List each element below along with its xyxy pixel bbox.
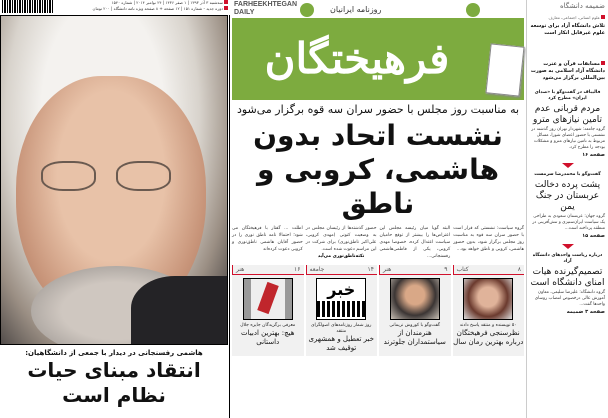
card-title: هنرمندان از سیاستمداران جلوترند <box>383 329 446 346</box>
card-section: جامعه <box>309 266 325 273</box>
supplement-item[interactable]: تلاش دانشگاه آزاد برای توسعه علوم غیرقابل انکار است <box>530 23 605 36</box>
story-headline[interactable]: پشت پرده دخالت عربستان در جنگ یمن <box>534 180 601 212</box>
teaser-card[interactable]: ۹ هنر گفت‌وگو با کوروش نریمانی هنرمندان از سیاستمداران جلوترند <box>379 265 451 356</box>
lead-column: گروه سیاست: نشستی که قرار است با حضور سران سه قوه به مناسبت روز مجلس برگزار شود، بدون حضور هاشمی، کروبی و ناطق خواهد بود... <box>453 226 524 252</box>
page-ref[interactable]: صفحه ۳ ضمیمه <box>566 309 605 315</box>
photo-headline[interactable]: انتقاد مبنای حیات نظام است <box>27 358 201 407</box>
card-section: هنر <box>383 266 392 273</box>
page-ref[interactable]: صفحه ۱۵ <box>582 233 605 239</box>
lead-photo <box>0 15 228 345</box>
supplement-thumbnail[interactable] <box>485 43 524 96</box>
lead-column: اطلت ... گفتار با فرهیختگان می‌ شود؛ احتمالا نامه ناطق نوری را در حضور آقایان هاشمی ناطق‌نوری و کروبی دعوت کرده‌اند <box>232 226 303 252</box>
teaser-card[interactable]: ۱۴ جامعه خبر روز شمار روزنامه‌های اصولگرای منتقد خبر تعطیل و همشهری توقیف شد <box>306 265 378 356</box>
arrow-down-icon <box>562 244 574 249</box>
masthead-logo: فرهیختگان <box>264 34 450 83</box>
card-title: هیچ: بهترین ادبیات داستانی <box>241 329 295 346</box>
left-column <box>0 0 229 408</box>
story-headline[interactable]: مردم قربانی عدم تامین نیازهای مترو <box>532 104 603 125</box>
photo-kicker: هاشمی رفسنجانی در دیدار با جمعی از دانشگاهیان: <box>25 349 203 357</box>
issue-number: دوره جدید - شماره ۱۵۱ | ۱۲ صفحه + ۸ صفحه ویژه نامه دانشگاه | ۲۰۰ تومان <box>92 6 223 11</box>
card-section: هنر <box>236 266 245 273</box>
column-subhead: نکته‌ناطق‌نوری می‌آید <box>317 254 365 259</box>
card-title: نظرسنجی فرهیختگان درباره بهترین رمان سال <box>453 329 524 346</box>
page-ref[interactable]: صفحه ۱۶ <box>582 152 605 158</box>
lead-section <box>232 103 524 356</box>
masthead-subtitle: روزنامه ایرانیان <box>330 5 382 14</box>
teaser-card[interactable]: ۸ کتاب ۵۰ نویسنده و منتقد پاسخ دادند نظرسنجی فرهیختگان درباره بهترین رمان سال <box>453 265 525 356</box>
card-title: خبر تعطیل و همشهری توقیف شد <box>308 335 374 352</box>
story-headline[interactable]: تصمیم‌گیرنده هیات امنای دانشگاه است <box>530 267 605 288</box>
lead-headline[interactable]: نشست اتحاد بدون هاشمی، کروبی و ناطق <box>253 119 503 220</box>
card-section: کتاب <box>456 266 469 273</box>
masthead-english: FARHEEKHTEGAN DAILY <box>234 1 298 16</box>
teaser-card[interactable]: ۱۶ هنر معرفی برگزیدگان جایزه جلال هیچ: بهترین ادبیات داستانی <box>232 265 304 356</box>
issue-info <box>58 0 229 13</box>
supplement-label: ضمیمه دانشگاه <box>559 2 605 10</box>
card-photo <box>243 278 293 320</box>
lead-column: البته گویا میان رئیسه مجلس این اعتراض‌ها را بیشتر از توقع حامیان سیاست اعتدال کرده، خصوصا مهدی کروبی، یکی از فاطمی‌هاشمی رفسنجانی... <box>379 226 451 259</box>
card-photo-logo: خبر <box>316 278 366 320</box>
issue-date: سه‌شنبه ۳ آذر ۱۳۹۳ | ۱ صفر ۱۴۳۶ | ۲۴ نوامبر ۲۰۱۴ | شماره ۱۵۴۰ <box>111 0 223 5</box>
supplement-item[interactable]: مسابقات قرآن و عترت دانشگاه آزاد اسلامی به صورت بین‌المللی برگزار می‌شود <box>530 61 605 81</box>
lead-subhead: به مناسبت روز مجلس با حضور سران سه قوه برگزار می‌شود <box>236 103 520 116</box>
lead-column: حضور گذشته‌ها از رئیسان مجلس در به وضعیت کنونی (مهدی کروبی، علی‌اکبر ناطق‌نوری) برای شرکت در این مراسم دعوت شده است. نکته‌ناطق‌نوری می‌آید <box>305 226 377 259</box>
right-column: ضمیمه دانشگاه علوم انسانی، اجتماعی، معارف تلاش دانشگاه آزاد برای توسعه علوم غیرقابل انکار است مسابقات قرآن و عترت دانشگاه آزاد اسلامی به صورت بین‌المللی برگزار می‌شود قالیباف در گفت‌وگو با «صدای ایران» مطرح کرد مردم قربانی عدم تامین نیازهای مترو گروه جامعه: شهردار تهران روز گذشته در نشستی با حضور اعضای شورا، مسائل مربوط به تامین نیازهای مترو و مشکلات بودجه را مطرح کرد. صفحه ۱۶ گفت‌وگو با محمدرضا سرمست پشت پرده دخالت عربستان در جنگ یمن گروه جهان: عربستان سعودی به طراحی یک سیاست ایران‌ستیزی و تنش‌آفرینی در منطقه پرداخته است... صفحه ۱۵ درباره ریاست واحدهای دانشگاه آزاد تصمیم‌گیرنده هیات امنای دانشگاه است گروه دانشگاه: علیرضا سلیمی، معاون آموزش عالی درخصوص انتصاب روسای واحدها گفت... صفحه ۳ ضمیمه <box>526 0 608 418</box>
barcode <box>2 0 54 13</box>
card-photo <box>463 278 513 320</box>
card-photo <box>390 278 440 320</box>
arrow-down-icon <box>562 163 574 168</box>
